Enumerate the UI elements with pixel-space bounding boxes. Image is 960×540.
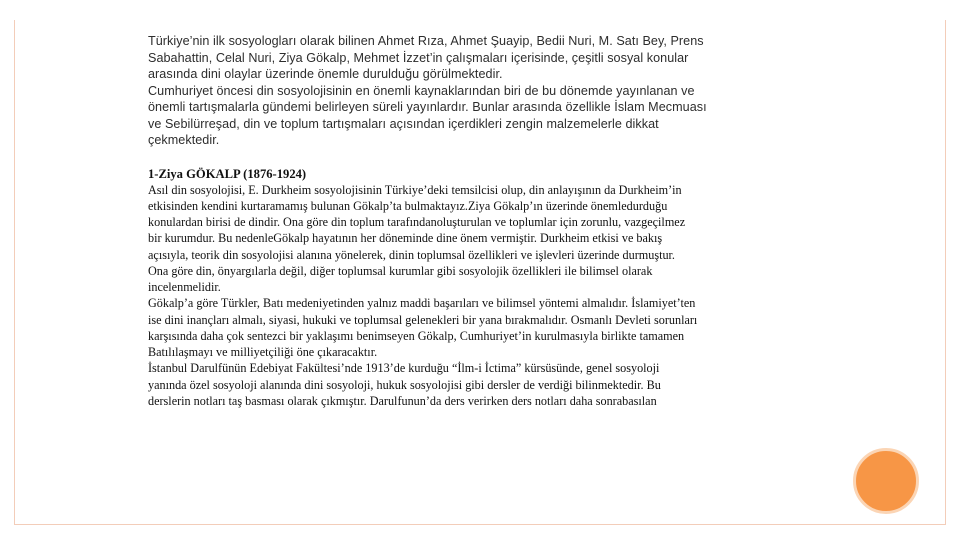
decorative-circle: [853, 448, 919, 514]
slide-frame-right: [945, 20, 946, 525]
slide-frame-bottom: [14, 524, 946, 525]
slide-frame-left: [14, 20, 15, 525]
intro-paragraph: Türkiye’nin ilk sosyologları olarak bilinen Ahmet Rıza, Ahmet Şuayip, Bedii Nuri, M. Satı Bey, Prens Sabahattin, Celal Nuri, Ziya Gökalp, Mehmet İzzet’in çalışmaları içerisinde, çeşitli sosyal konular arasında dini olaylar üzerinde önemle durulduğu görülmektedir. Cumhuriyet öncesi din sosyolojisinin en önemli kaynaklarından biri de bu dönemde yayınlanan ve önemli tartışmalarla gündemi belirleyen süreli yayınlardır. Bunlar arasında özellikle İslam Mecmuası ve Sebilürreşad, din ve toplum tartışmaları açısından içerdikleri zengin malzemelerle dikkat çekmektedir.: [148, 34, 707, 147]
section-heading: 1-Ziya GÖKALP (1876-1924): [148, 166, 307, 181]
slide-content: [148, 33, 788, 409]
section-body: Asıl din sosyolojisi, E. Durkheim sosyolojisinin Türkiye’deki temsilcisi olup, din anlayışının da Durkheim’in etkisinden kendini kurtaramamış bulunan Gökalp’ta bulmaktayız.Ziya Gökalp’ın üzerinde önemledurduğu konulardan birisi de dindir. Ona göre din toplum tarafındanoluşturulan ve toplumlar için zorunlu, vazgeçilmez bir kurumdur. Bu nedenleGökalp hayatının her döneminde dine önem vermiştir. Durkheim etkisi ve bakış açısıyla, teorik din sosyolojisi alanına yönelerek, dinin toplumsal özellikleri ve işlevleri üzerinde durmuştur. Ona göre din, önyargılarla değil, diğer toplumsal kurumlar gibi sosyolojik özellikleri ile bilimsel olarak incelenmelidir. Gökalp’a göre Türkler, Batı medeniyetinden yalnız maddi başarıları ve bilimsel yöntemi almalıdır. İslamiyet’ten ise dini inançları almalı, siyasi, hukuki ve toplumsal gelenekleri bir yana bırakmalıdır. Osmanlı Devleti sorunları karşısında daha çok sentezci bir yaklaşımı benimseyen Gökalp, Cumhuriyet’in kurulmasıyla birlikte tamamen Batılılaşmayı ve milliyetçiliği öne çıkaracaktır. İstanbul Darulfünün Edebiyat Fakültesi’nde 1913’de kurduğu “İlm-i İctima” kürsüsünde, genel sosyoloji yanında özel sosyoloji alanında dini sosyoloji, hukuk sosyolojisi gibi dersler de verdiği bilinmektedir. Bu derslerin notları taş basması olarak çıkmıştır. Darulfunun’da ders verirken ders notları daha sonrabasılan: [148, 182, 698, 408]
